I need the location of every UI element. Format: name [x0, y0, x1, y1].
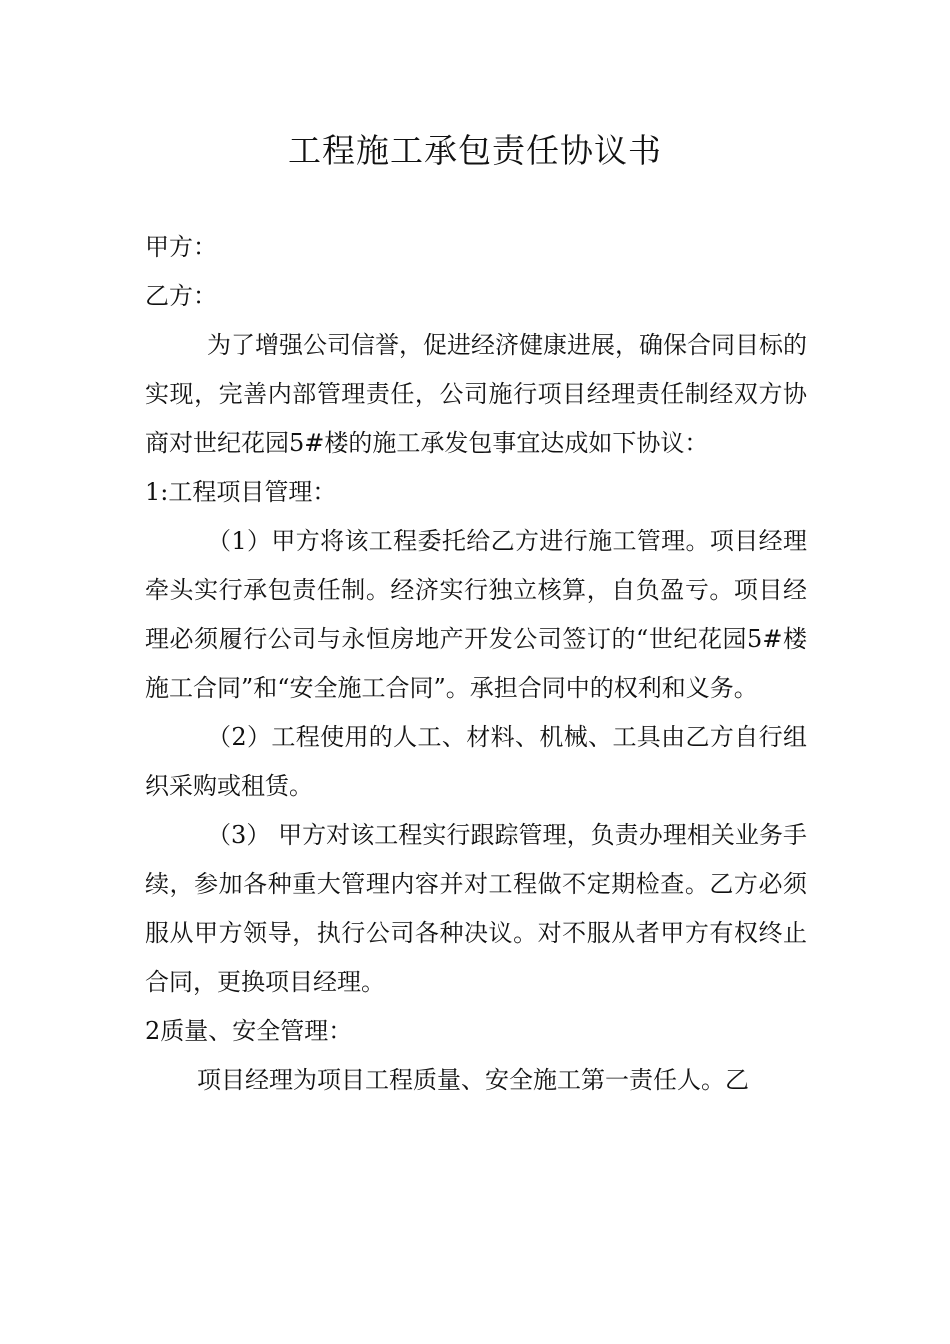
section-2-heading: 2质量、安全管理：: [145, 1017, 353, 1045]
section-1-item-3: （3） 甲方对该工程实行跟踪管理，负责办理相关业务手续，参加各种重大管理内容并对工程做不定期检查。乙方必须服从甲方领导，执行公司各种决议。对不服从者甲方有权终止合同，更换项目经理。: [145, 821, 807, 996]
section-1-item-1: （1）甲方将该工程委托给乙方进行施工管理。项目经理牵头实行承包责任制。经济实行独立核算，自负盈亏。项目经理必须履行公司与永恒房地产开发公司签订的“世纪花园5#楼施工合同”和“安全施工合同”。承担合同中的权利和义务。: [145, 527, 807, 702]
document-title: 工程施工承包责任协议书: [288, 131, 662, 170]
section-1-heading: 1:工程项目管理：: [145, 478, 337, 506]
party-a-line: 甲方：: [145, 233, 217, 261]
intro-paragraph: 为了增强公司信誉，促进经济健康进展，确保合同目标的实现，完善内部管理责任，公司施行项目经理责任制经双方协商对世纪花园5#楼的施工承发包事宜达成如下协议：: [145, 331, 807, 457]
section-2-paragraph-1: 项目经理为项目工程质量、安全施工第一责任人。乙: [197, 1066, 749, 1094]
party-b-line: 乙方：: [145, 282, 217, 310]
section-1-item-2: （2）工程使用的人工、材料、机械、工具由乙方自行组织采购或租赁。: [145, 723, 807, 800]
document-body: [145, 223, 807, 1105]
